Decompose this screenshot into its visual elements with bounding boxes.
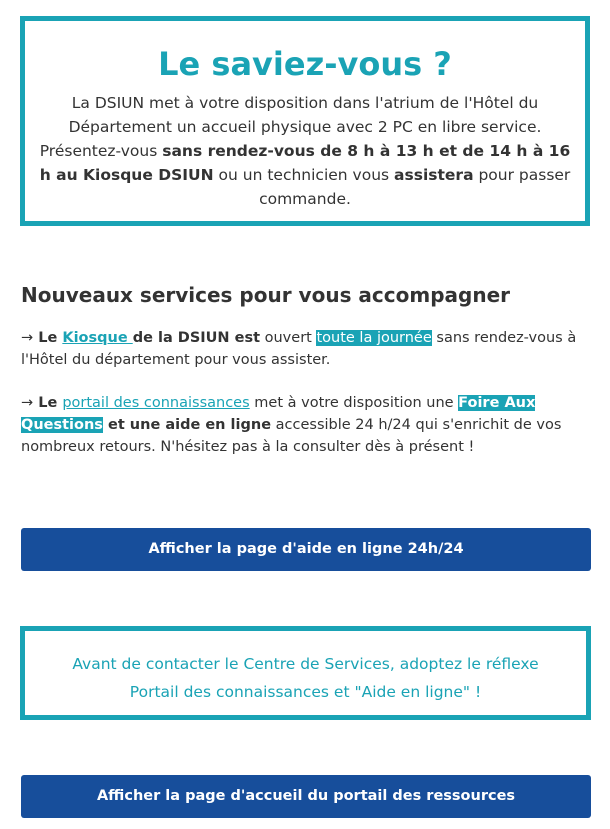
reminder-text (25, 650, 586, 706)
p2-bold-after: et une aide en ligne (102, 417, 272, 433)
kiosque-link[interactable]: Kiosque (62, 330, 133, 346)
reminder-line-1: Avant de contacter le Centre de Services, adoptez le réflexe (72, 655, 539, 673)
p1-bold-after: de la DSIUN est (132, 330, 261, 346)
info-text-bold-1: sans rendez-vous de 8 h à 13 h et de 14 h à 16 h au Kiosque DSIUN (39, 142, 571, 184)
p2-le: Le (33, 395, 63, 411)
p2-text-2: accessible 24 h/24 qui s'enrichit de vos nombreux retours. N'hésitez pas à la consulter dès à présent ! (21, 417, 562, 455)
portal-home-button[interactable]: Afficher la page d'accueil du portail des ressources (21, 775, 591, 818)
portail-paragraph (21, 392, 593, 458)
arrow-icon: → (21, 395, 34, 411)
p1-text-2: sans rendez-vous à l'Hôtel du département pour vous assister. (21, 330, 577, 368)
portail-connaissances-link[interactable]: portail des connaissances (62, 395, 250, 411)
info-box-title: Le saviez-vous ? (158, 45, 452, 83)
reminder-line-2: Portail des connaissances et "Aide en ligne" ! (129, 683, 482, 701)
info-box-text (39, 91, 571, 211)
p2-text-1: met à votre disposition une (249, 395, 459, 411)
help-online-button[interactable]: Afficher la page d'aide en ligne 24h/24 (21, 528, 591, 571)
arrow-icon: → (21, 330, 34, 346)
info-box (20, 16, 590, 226)
info-text-1: La DSIUN met à votre disposition dans l'atrium de l'Hôtel du Département un accueil physique avec 2 PC en libre service. Présentez-vous (39, 94, 542, 160)
info-text-bold-2: assistera (394, 166, 474, 184)
services-title: Nouveaux services pour vous accompagner (21, 283, 511, 307)
info-text-3: pour passer commande. (259, 166, 571, 208)
info-text-2: ou un technicien vous (213, 166, 395, 184)
p1-highlight: toute la journée (316, 330, 432, 346)
p1-le: Le (33, 330, 63, 346)
p1-text-1: ouvert (260, 330, 317, 346)
reminder-box (20, 626, 591, 720)
p2-highlight: Foire Aux Questions (21, 395, 536, 433)
kiosque-paragraph (21, 327, 593, 371)
